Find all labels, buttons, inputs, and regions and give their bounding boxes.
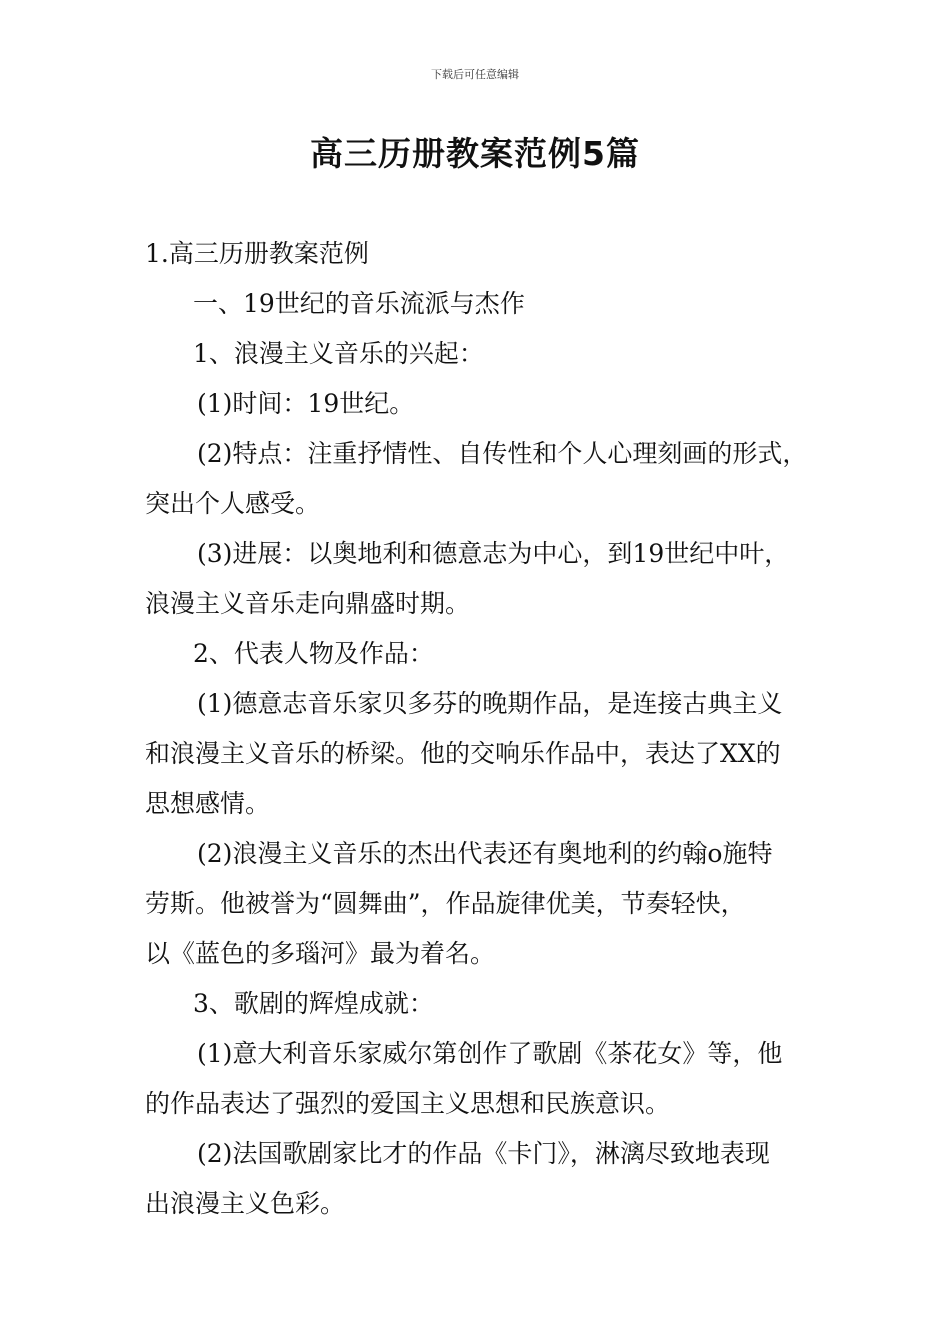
document-title: 高三历册教案范例5篇: [310, 134, 640, 173]
paragraph-line: 浪漫主义音乐走向鼎盛时期。: [145, 589, 471, 618]
document-body: [145, 229, 810, 1229]
header-note: 下载后可任意编辑: [431, 68, 519, 81]
paragraph-line: 的作品表达了强烈的爱国主义思想和民族意识。: [145, 1089, 671, 1118]
paragraph-line: 思想感情。: [145, 789, 271, 818]
paragraph-line: (3)进展：以奥地利和德意志为中心，到19世纪中叶，: [197, 539, 790, 568]
paragraph-line: (1)意大利音乐家威尔第创作了歌剧《茶花女》等，他: [197, 1039, 783, 1068]
paragraph-line: 突出个人感受。: [145, 489, 321, 518]
paragraph-line: 2、代表人物及作品：: [193, 639, 434, 668]
paragraph-line: 和浪漫主义音乐的桥梁。他的交响乐作品中，表达了XX的: [145, 739, 781, 768]
paragraph-line: (2)浪漫主义音乐的杰出代表还有奥地利的约翰o施特: [197, 839, 773, 868]
paragraph-line: 1、浪漫主义音乐的兴起：: [193, 339, 484, 368]
paragraph-line: 劳斯。他被誉为“圆舞曲”，作品旋律优美，节奏轻快，: [145, 889, 746, 918]
paragraph-line: 一、19世纪的音乐流派与杰作: [193, 289, 525, 318]
section-heading: 1.高三历册教案范例: [145, 239, 369, 268]
paragraph-line: 出浪漫主义色彩。: [145, 1189, 346, 1218]
paragraph-line: 以《蓝色的多瑙河》最为着名。: [145, 939, 496, 968]
paragraph-line: (2)法国歌剧家比才的作品《卡门》，淋漓尽致地表现: [197, 1139, 770, 1168]
paragraph-line: (1)德意志音乐家贝多芬的晚期作品，是连接古典主义: [197, 689, 783, 718]
paragraph-line: (2)特点：注重抒情性、自传性和个人心理刻画的形式，: [197, 439, 808, 468]
paragraph-line: (1)时间：19世纪。: [197, 389, 415, 418]
paragraph-line: 3、歌剧的辉煌成就：: [193, 989, 434, 1018]
